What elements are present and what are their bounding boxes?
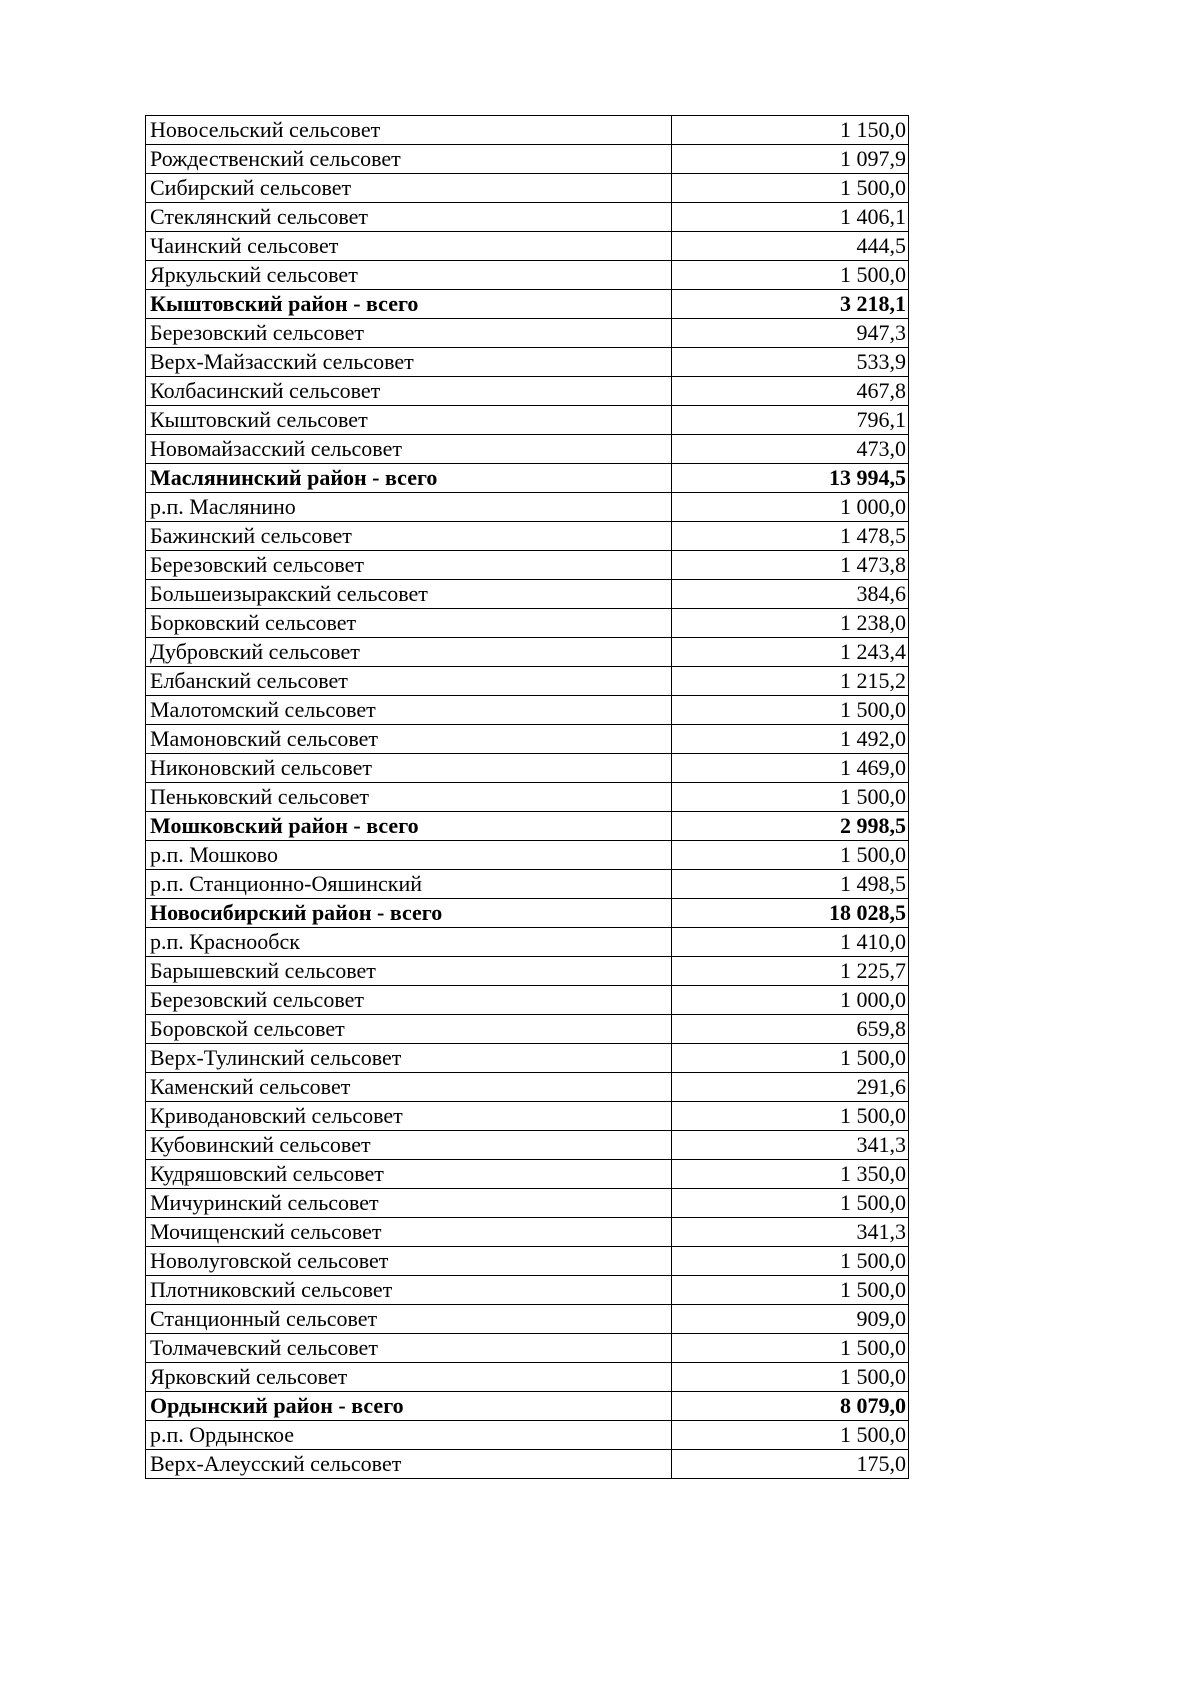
settlement-name: Барышевский сельсовет xyxy=(146,957,672,986)
table-row xyxy=(146,1015,909,1044)
amount-value: 341,3 xyxy=(672,1131,909,1160)
table-row xyxy=(146,435,909,464)
amount-value: 533,9 xyxy=(672,348,909,377)
settlement-name: Мочищенский сельсовет xyxy=(146,1218,672,1247)
settlement-name: Новолуговской сельсовет xyxy=(146,1247,672,1276)
settlement-name: Новомайзасский сельсовет xyxy=(146,435,672,464)
amount-value: 796,1 xyxy=(672,406,909,435)
amount-value: 1 406,1 xyxy=(672,203,909,232)
amount-value: 175,0 xyxy=(672,1450,909,1479)
amount-value: 444,5 xyxy=(672,232,909,261)
settlement-name: Криводановский сельсовет xyxy=(146,1102,672,1131)
settlement-name: Чаинский сельсовет xyxy=(146,232,672,261)
table-row xyxy=(146,580,909,609)
district-total-row xyxy=(146,899,909,928)
settlement-name: р.п. Ордынское xyxy=(146,1421,672,1450)
settlement-name: р.п. Краснообск xyxy=(146,928,672,957)
amount-value: 1 500,0 xyxy=(672,1334,909,1363)
settlement-name: Кубовинский сельсовет xyxy=(146,1131,672,1160)
settlement-name: Кыштовский сельсовет xyxy=(146,406,672,435)
district-total-value: 2 998,5 xyxy=(672,812,909,841)
district-total-row xyxy=(146,812,909,841)
amount-value: 384,6 xyxy=(672,580,909,609)
table-row xyxy=(146,1276,909,1305)
allocation-table xyxy=(145,115,909,1479)
table-row xyxy=(146,1421,909,1450)
table-row xyxy=(146,986,909,1015)
table-row xyxy=(146,1334,909,1363)
table-row xyxy=(146,1189,909,1218)
amount-value: 1 410,0 xyxy=(672,928,909,957)
amount-value: 1 000,0 xyxy=(672,493,909,522)
settlement-name: Березовский сельсовет xyxy=(146,986,672,1015)
settlement-name: Мичуринский сельсовет xyxy=(146,1189,672,1218)
table-row xyxy=(146,116,909,145)
table-row xyxy=(146,725,909,754)
table-row xyxy=(146,261,909,290)
amount-value: 1 500,0 xyxy=(672,783,909,812)
amount-value: 467,8 xyxy=(672,377,909,406)
settlement-name: Дубровский сельсовет xyxy=(146,638,672,667)
district-total-value: 13 994,5 xyxy=(672,464,909,493)
amount-value: 1 500,0 xyxy=(672,841,909,870)
amount-value: 1 500,0 xyxy=(672,1102,909,1131)
district-total-value: 3 218,1 xyxy=(672,290,909,319)
district-total-name: Кыштовский район - всего xyxy=(146,290,672,319)
amount-value: 1 500,0 xyxy=(672,174,909,203)
table-row xyxy=(146,145,909,174)
table-row xyxy=(146,232,909,261)
settlement-name: Березовский сельсовет xyxy=(146,319,672,348)
settlement-name: р.п. Мошково xyxy=(146,841,672,870)
amount-value: 1 225,7 xyxy=(672,957,909,986)
settlement-name: Рождественский сельсовет xyxy=(146,145,672,174)
amount-value: 473,0 xyxy=(672,435,909,464)
table-row xyxy=(146,1450,909,1479)
table-row xyxy=(146,406,909,435)
table-row xyxy=(146,348,909,377)
amount-value: 1 500,0 xyxy=(672,261,909,290)
settlement-name: Никоновский сельсовет xyxy=(146,754,672,783)
amount-value: 1 350,0 xyxy=(672,1160,909,1189)
table-row xyxy=(146,1073,909,1102)
settlement-name: Верх-Тулинский сельсовет xyxy=(146,1044,672,1073)
table-row xyxy=(146,319,909,348)
table-row xyxy=(146,1044,909,1073)
district-total-value: 18 028,5 xyxy=(672,899,909,928)
settlement-name: Кудряшовский сельсовет xyxy=(146,1160,672,1189)
table-row xyxy=(146,1247,909,1276)
district-total-row xyxy=(146,1392,909,1421)
settlement-name: Пеньковский сельсовет xyxy=(146,783,672,812)
settlement-name: Борковский сельсовет xyxy=(146,609,672,638)
amount-value: 1 500,0 xyxy=(672,1189,909,1218)
amount-value: 1 150,0 xyxy=(672,116,909,145)
settlement-name: Бажинский сельсовет xyxy=(146,522,672,551)
settlement-name: Елбанский сельсовет xyxy=(146,667,672,696)
amount-value: 291,6 xyxy=(672,1073,909,1102)
district-total-name: Маслянинский район - всего xyxy=(146,464,672,493)
amount-value: 909,0 xyxy=(672,1305,909,1334)
district-total-row xyxy=(146,464,909,493)
table-row xyxy=(146,522,909,551)
table-row xyxy=(146,638,909,667)
amount-value: 1 469,0 xyxy=(672,754,909,783)
table-row xyxy=(146,667,909,696)
amount-value: 1 000,0 xyxy=(672,986,909,1015)
settlement-name: Мамоновский сельсовет xyxy=(146,725,672,754)
amount-value: 1 215,2 xyxy=(672,667,909,696)
table-row xyxy=(146,1218,909,1247)
table-row xyxy=(146,1305,909,1334)
district-total-value: 8 079,0 xyxy=(672,1392,909,1421)
amount-value: 1 238,0 xyxy=(672,609,909,638)
amount-value: 1 243,4 xyxy=(672,638,909,667)
table-row xyxy=(146,203,909,232)
table-row xyxy=(146,1131,909,1160)
settlement-name: Боровской сельсовет xyxy=(146,1015,672,1044)
amount-value: 341,3 xyxy=(672,1218,909,1247)
amount-value: 1 500,0 xyxy=(672,1044,909,1073)
table-row xyxy=(146,609,909,638)
amount-value: 1 500,0 xyxy=(672,1247,909,1276)
settlement-name: Большеизыракский сельсовет xyxy=(146,580,672,609)
table-row xyxy=(146,696,909,725)
district-total-name: Ордынский район - всего xyxy=(146,1392,672,1421)
table-row xyxy=(146,754,909,783)
amount-value: 1 492,0 xyxy=(672,725,909,754)
amount-value: 1 500,0 xyxy=(672,1421,909,1450)
table-row xyxy=(146,174,909,203)
table-row xyxy=(146,957,909,986)
settlement-name: Ярковский сельсовет xyxy=(146,1363,672,1392)
amount-value: 1 478,5 xyxy=(672,522,909,551)
settlement-name: Малотомский сельсовет xyxy=(146,696,672,725)
settlement-name: Новосельский сельсовет xyxy=(146,116,672,145)
settlement-name: Колбасинский сельсовет xyxy=(146,377,672,406)
table-row xyxy=(146,1363,909,1392)
table-row xyxy=(146,551,909,580)
settlement-name: Березовский сельсовет xyxy=(146,551,672,580)
settlement-name: Яркульский сельсовет xyxy=(146,261,672,290)
district-total-row xyxy=(146,290,909,319)
amount-value: 1 500,0 xyxy=(672,696,909,725)
settlement-name: р.п. Маслянино xyxy=(146,493,672,522)
settlement-name: Каменский сельсовет xyxy=(146,1073,672,1102)
settlement-name: Плотниковский сельсовет xyxy=(146,1276,672,1305)
settlement-name: Стеклянский сельсовет xyxy=(146,203,672,232)
table-row xyxy=(146,377,909,406)
settlement-name: Верх-Майзасский сельсовет xyxy=(146,348,672,377)
district-total-name: Новосибирский район - всего xyxy=(146,899,672,928)
amount-value: 1 097,9 xyxy=(672,145,909,174)
amount-value: 659,8 xyxy=(672,1015,909,1044)
table-row xyxy=(146,783,909,812)
table-body xyxy=(146,116,909,1479)
table-row xyxy=(146,928,909,957)
district-total-name: Мошковский район - всего xyxy=(146,812,672,841)
settlement-name: Толмачевский сельсовет xyxy=(146,1334,672,1363)
settlement-name: Сибирский сельсовет xyxy=(146,174,672,203)
amount-value: 1 500,0 xyxy=(672,1363,909,1392)
table-row xyxy=(146,841,909,870)
table-row xyxy=(146,870,909,899)
amount-value: 1 498,5 xyxy=(672,870,909,899)
amount-value: 1 473,8 xyxy=(672,551,909,580)
settlement-name: Верх-Алеусский сельсовет xyxy=(146,1450,672,1479)
settlement-name: р.п. Станционно-Ояшинский xyxy=(146,870,672,899)
amount-value: 1 500,0 xyxy=(672,1276,909,1305)
table-row xyxy=(146,1102,909,1131)
settlement-name: Станционный сельсовет xyxy=(146,1305,672,1334)
table-row xyxy=(146,493,909,522)
amount-value: 947,3 xyxy=(672,319,909,348)
document-page xyxy=(145,115,908,1479)
table-row xyxy=(146,1160,909,1189)
